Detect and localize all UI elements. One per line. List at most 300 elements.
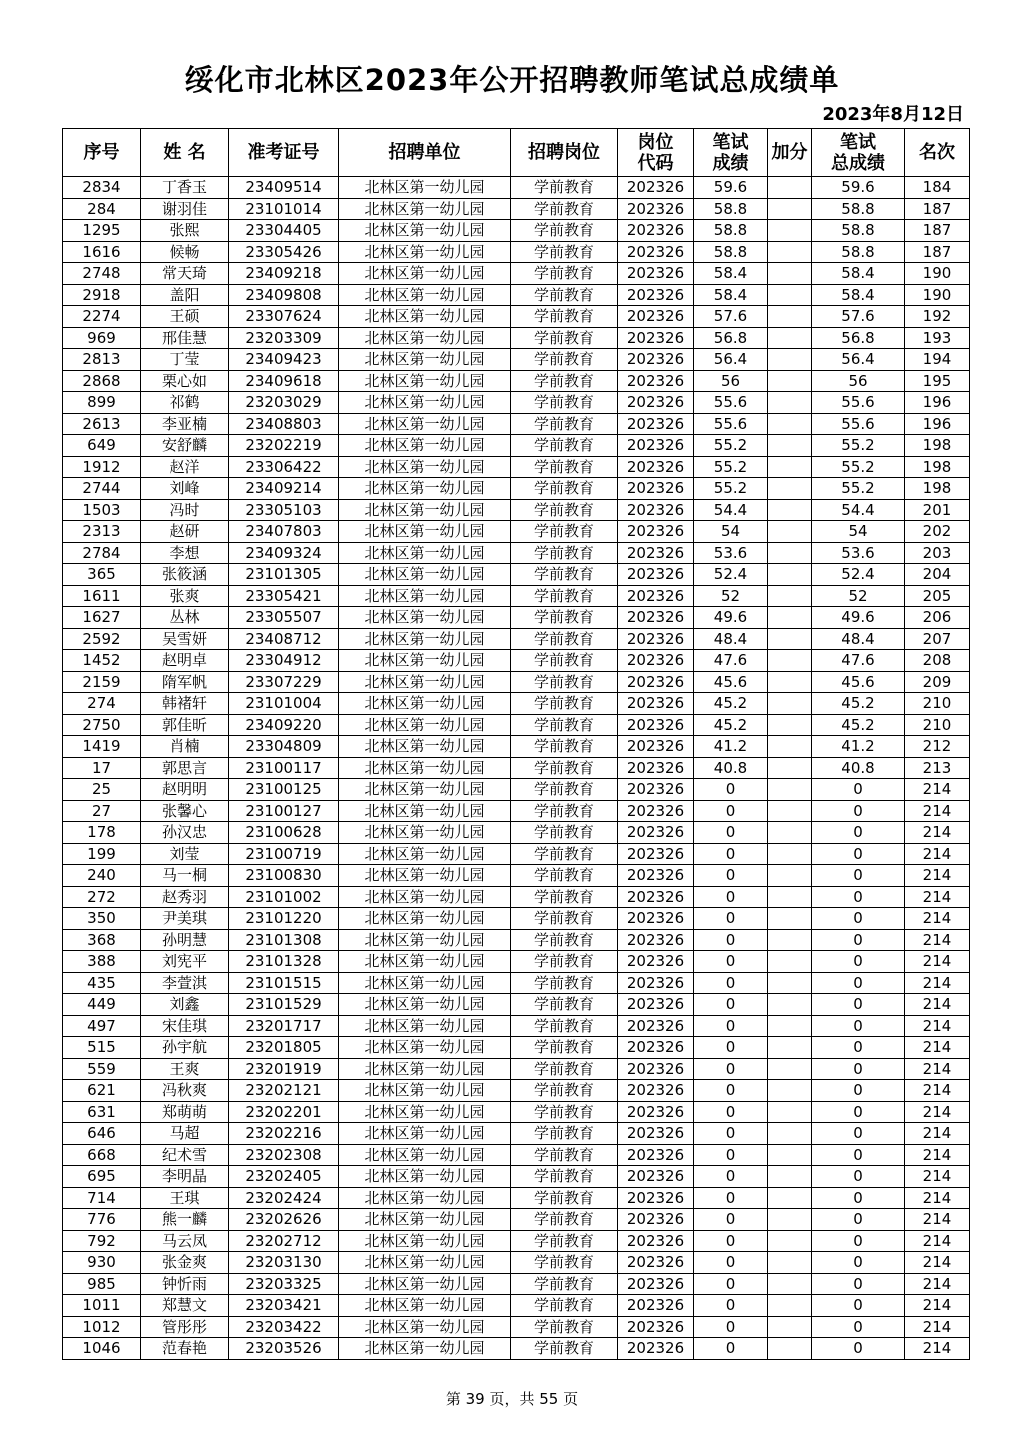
cell-exam-no: 23101305 [229,564,339,586]
cell-seq: 365 [63,564,141,586]
cell-unit: 北林区第一幼儿园 [339,263,511,285]
table-row [63,800,970,822]
cell-rank: 187 [905,198,970,220]
cell-name: 肖楠 [141,736,229,758]
cell-bonus [768,671,812,693]
cell-bonus [768,779,812,801]
cell-total: 41.2 [812,736,905,758]
table-row [63,1338,970,1360]
cell-name: 张爽 [141,585,229,607]
cell-seq: 274 [63,693,141,715]
cell-exam-no: 23202308 [229,1144,339,1166]
cell-post: 学前教育 [511,456,618,478]
cell-written: 52.4 [694,564,768,586]
cell-post-code: 202326 [618,306,694,328]
cell-post: 学前教育 [511,800,618,822]
cell-seq: 1012 [63,1316,141,1338]
cell-total: 58.8 [812,241,905,263]
cell-unit: 北林区第一幼儿园 [339,499,511,521]
cell-bonus [768,349,812,371]
cell-bonus [768,951,812,973]
cell-post-code: 202326 [618,1037,694,1059]
cell-exam-no: 23201805 [229,1037,339,1059]
cell-name: 宋佳琪 [141,1015,229,1037]
cell-post-code: 202326 [618,607,694,629]
cell-rank: 214 [905,779,970,801]
cell-exam-no: 23100125 [229,779,339,801]
cell-post-code: 202326 [618,1230,694,1252]
cell-name: 范春艳 [141,1338,229,1360]
cell-post-code: 202326 [618,757,694,779]
cell-bonus [768,1273,812,1295]
cell-post: 学前教育 [511,1101,618,1123]
cell-total: 56.4 [812,349,905,371]
cell-written: 58.8 [694,198,768,220]
cell-rank: 213 [905,757,970,779]
cell-unit: 北林区第一幼儿园 [339,994,511,1016]
cell-bonus [768,908,812,930]
table-row [63,521,970,543]
table-row [63,1080,970,1102]
cell-seq: 17 [63,757,141,779]
cell-bonus [768,1316,812,1338]
cell-bonus [768,542,812,564]
cell-post: 学前教育 [511,1166,618,1188]
cell-post: 学前教育 [511,1295,618,1317]
cell-post: 学前教育 [511,650,618,672]
cell-post: 学前教育 [511,499,618,521]
cell-rank: 214 [905,1187,970,1209]
cell-exam-no: 23202121 [229,1080,339,1102]
cell-rank: 214 [905,1209,970,1231]
cell-name: 纪术雪 [141,1144,229,1166]
cell-seq: 1616 [63,241,141,263]
cell-post-code: 202326 [618,1058,694,1080]
cell-seq: 1611 [63,585,141,607]
cell-bonus [768,564,812,586]
cell-total: 0 [812,951,905,973]
cell-name: 刘宪平 [141,951,229,973]
cell-name: 李明晶 [141,1166,229,1188]
cell-rank: 214 [905,1101,970,1123]
table-row [63,1101,970,1123]
cell-rank: 214 [905,1338,970,1360]
cell-name: 赵研 [141,521,229,543]
cell-post-code: 202326 [618,1080,694,1102]
cell-written: 58.4 [694,284,768,306]
table-row [63,1230,970,1252]
cell-total: 0 [812,972,905,994]
cell-exam-no: 23100127 [229,800,339,822]
cell-post: 学前教育 [511,542,618,564]
cell-post: 学前教育 [511,1123,618,1145]
cell-total: 0 [812,800,905,822]
cell-name: 王琪 [141,1187,229,1209]
cell-rank: 214 [905,994,970,1016]
cell-written: 0 [694,972,768,994]
cell-unit: 北林区第一幼儿园 [339,886,511,908]
cell-post-code: 202326 [618,929,694,951]
cell-post: 学前教育 [511,392,618,414]
table-header-row [63,129,970,177]
cell-written: 55.2 [694,478,768,500]
cell-exam-no: 23407803 [229,521,339,543]
cell-rank: 214 [905,886,970,908]
cell-exam-no: 23101308 [229,929,339,951]
cell-bonus [768,865,812,887]
cell-total: 58.4 [812,263,905,285]
cell-name: 钟忻雨 [141,1273,229,1295]
cell-post-code: 202326 [618,1273,694,1295]
cell-bonus [768,822,812,844]
cell-rank: 214 [905,908,970,930]
table-row [63,327,970,349]
cell-exam-no: 23101515 [229,972,339,994]
cell-total: 0 [812,1295,905,1317]
cell-unit: 北林区第一幼儿园 [339,650,511,672]
cell-written: 0 [694,1209,768,1231]
cell-unit: 北林区第一幼儿园 [339,564,511,586]
cell-name: 谢羽佳 [141,198,229,220]
cell-total: 55.2 [812,456,905,478]
cell-unit: 北林区第一幼儿园 [339,327,511,349]
cell-name: 张筱涵 [141,564,229,586]
cell-unit: 北林区第一幼儿园 [339,1338,511,1360]
table-row [63,1316,970,1338]
cell-written: 56.4 [694,349,768,371]
cell-seq: 621 [63,1080,141,1102]
cell-unit: 北林区第一幼儿园 [339,521,511,543]
cell-total: 0 [812,1015,905,1037]
cell-total: 0 [812,1316,905,1338]
cell-post: 学前教育 [511,220,618,242]
cell-total: 0 [812,1187,905,1209]
cell-rank: 214 [905,1144,970,1166]
table-row [63,1209,970,1231]
cell-post: 学前教育 [511,1316,618,1338]
cell-bonus [768,435,812,457]
cell-total: 0 [812,908,905,930]
cell-unit: 北林区第一幼儿园 [339,693,511,715]
cell-name: 李萱淇 [141,972,229,994]
cell-bonus [768,972,812,994]
cell-written: 0 [694,779,768,801]
table-row [63,994,970,1016]
cell-exam-no: 23202219 [229,435,339,457]
table-row [63,693,970,715]
cell-unit: 北林区第一幼儿园 [339,671,511,693]
table-row [63,413,970,435]
table-row [63,671,970,693]
cell-total: 0 [812,1037,905,1059]
cell-written: 57.6 [694,306,768,328]
cell-total: 0 [812,1123,905,1145]
cell-post-code: 202326 [618,585,694,607]
cell-post: 学前教育 [511,994,618,1016]
cell-written: 0 [694,800,768,822]
cell-seq: 2918 [63,284,141,306]
cell-exam-no: 23202424 [229,1187,339,1209]
cell-name: 冯时 [141,499,229,521]
cell-rank: 214 [905,1166,970,1188]
cell-name: 马超 [141,1123,229,1145]
cell-bonus [768,994,812,1016]
cell-written: 54.4 [694,499,768,521]
cell-bonus [768,1338,812,1360]
col-written: 笔试 成绩 [694,129,768,177]
cell-written: 40.8 [694,757,768,779]
table-row [63,1187,970,1209]
cell-exam-no: 23100117 [229,757,339,779]
cell-post-code: 202326 [618,994,694,1016]
cell-total: 40.8 [812,757,905,779]
cell-seq: 2613 [63,413,141,435]
cell-written: 58.8 [694,220,768,242]
cell-written: 52 [694,585,768,607]
cell-unit: 北林区第一幼儿园 [339,478,511,500]
table-row [63,1295,970,1317]
cell-rank: 184 [905,177,970,199]
cell-unit: 北林区第一幼儿园 [339,1230,511,1252]
cell-bonus [768,306,812,328]
cell-seq: 930 [63,1252,141,1274]
cell-rank: 210 [905,693,970,715]
cell-total: 47.6 [812,650,905,672]
cell-bonus [768,263,812,285]
cell-seq: 776 [63,1209,141,1231]
cell-post-code: 202326 [618,800,694,822]
table-row [63,929,970,951]
cell-seq: 199 [63,843,141,865]
cell-post: 学前教育 [511,564,618,586]
cell-exam-no: 23203325 [229,1273,339,1295]
cell-post: 学前教育 [511,929,618,951]
cell-post: 学前教育 [511,521,618,543]
cell-unit: 北林区第一幼儿园 [339,435,511,457]
cell-rank: 190 [905,263,970,285]
cell-name: 冯秋爽 [141,1080,229,1102]
cell-name: 丛林 [141,607,229,629]
cell-unit: 北林区第一幼儿园 [339,1252,511,1274]
cell-total: 59.6 [812,177,905,199]
cell-unit: 北林区第一幼儿园 [339,736,511,758]
cell-rank: 202 [905,521,970,543]
cell-exam-no: 23101002 [229,886,339,908]
cell-name: 刘莹 [141,843,229,865]
cell-seq: 1295 [63,220,141,242]
cell-written: 0 [694,908,768,930]
cell-rank: 214 [905,800,970,822]
cell-bonus [768,241,812,263]
cell-written: 47.6 [694,650,768,672]
cell-bonus [768,1252,812,1274]
cell-exam-no: 23100628 [229,822,339,844]
cell-bonus [768,1166,812,1188]
cell-rank: 192 [905,306,970,328]
cell-written: 0 [694,886,768,908]
cell-name: 孙明慧 [141,929,229,951]
cell-seq: 515 [63,1037,141,1059]
cell-total: 55.6 [812,413,905,435]
cell-rank: 187 [905,241,970,263]
cell-name: 祁鹤 [141,392,229,414]
cell-written: 0 [694,1166,768,1188]
cell-written: 48.4 [694,628,768,650]
cell-post: 学前教育 [511,607,618,629]
cell-name: 赵秀羽 [141,886,229,908]
cell-seq: 368 [63,929,141,951]
cell-written: 0 [694,1015,768,1037]
cell-post: 学前教育 [511,1338,618,1360]
cell-bonus [768,370,812,392]
cell-seq: 2868 [63,370,141,392]
cell-post-code: 202326 [618,843,694,865]
cell-written: 0 [694,1295,768,1317]
cell-post: 学前教育 [511,628,618,650]
cell-written: 54 [694,521,768,543]
cell-rank: 205 [905,585,970,607]
cell-seq: 272 [63,886,141,908]
cell-post: 学前教育 [511,843,618,865]
cell-total: 53.6 [812,542,905,564]
cell-rank: 190 [905,284,970,306]
cell-name: 郑萌萌 [141,1101,229,1123]
cell-written: 58.8 [694,241,768,263]
cell-unit: 北林区第一幼儿园 [339,1187,511,1209]
cell-unit: 北林区第一幼儿园 [339,628,511,650]
cell-post: 学前教育 [511,908,618,930]
col-seq: 序号 [63,129,141,177]
cell-post: 学前教育 [511,865,618,887]
cell-seq: 2834 [63,177,141,199]
cell-post: 学前教育 [511,327,618,349]
cell-rank: 214 [905,1015,970,1037]
cell-seq: 985 [63,1273,141,1295]
cell-seq: 969 [63,327,141,349]
cell-name: 王硕 [141,306,229,328]
cell-exam-no: 23305426 [229,241,339,263]
cell-total: 58.8 [812,198,905,220]
cell-bonus [768,521,812,543]
cell-unit: 北林区第一幼儿园 [339,585,511,607]
cell-unit: 北林区第一幼儿园 [339,972,511,994]
page-footer: 第 39 页，共 55 页 [445,1390,579,1408]
cell-written: 45.6 [694,671,768,693]
cell-name: 栗心如 [141,370,229,392]
cell-post: 学前教育 [511,1230,618,1252]
cell-name: 孙宇航 [141,1037,229,1059]
cell-post-code: 202326 [618,1316,694,1338]
cell-unit: 北林区第一幼儿园 [339,1209,511,1231]
cell-written: 53.6 [694,542,768,564]
cell-written: 0 [694,1123,768,1145]
cell-written: 0 [694,929,768,951]
cell-seq: 2813 [63,349,141,371]
cell-unit: 北林区第一幼儿园 [339,1295,511,1317]
cell-unit: 北林区第一幼儿园 [339,177,511,199]
cell-rank: 214 [905,1230,970,1252]
cell-rank: 214 [905,1295,970,1317]
cell-total: 54.4 [812,499,905,521]
cell-unit: 北林区第一幼儿园 [339,241,511,263]
cell-exam-no: 23201717 [229,1015,339,1037]
cell-post: 学前教育 [511,177,618,199]
cell-rank: 210 [905,714,970,736]
cell-post-code: 202326 [618,714,694,736]
cell-bonus [768,1209,812,1231]
cell-seq: 631 [63,1101,141,1123]
cell-unit: 北林区第一幼儿园 [339,779,511,801]
cell-exam-no: 23409218 [229,263,339,285]
cell-exam-no: 23304912 [229,650,339,672]
cell-unit: 北林区第一幼儿园 [339,757,511,779]
cell-exam-no: 23101014 [229,198,339,220]
cell-name: 孙汉忠 [141,822,229,844]
cell-total: 0 [812,886,905,908]
cell-seq: 2159 [63,671,141,693]
cell-exam-no: 23409514 [229,177,339,199]
cell-post: 学前教育 [511,1209,618,1231]
cell-seq: 1503 [63,499,141,521]
cell-exam-no: 23409214 [229,478,339,500]
table-row [63,478,970,500]
cell-bonus [768,177,812,199]
cell-total: 57.6 [812,306,905,328]
cell-total: 58.4 [812,284,905,306]
cell-post-code: 202326 [618,736,694,758]
cell-bonus [768,714,812,736]
cell-name: 张馨心 [141,800,229,822]
cell-rank: 195 [905,370,970,392]
cell-bonus [768,1295,812,1317]
cell-seq: 435 [63,972,141,994]
cell-rank: 196 [905,392,970,414]
cell-written: 55.6 [694,413,768,435]
cell-post-code: 202326 [618,370,694,392]
table-row [63,177,970,199]
cell-name: 郭思言 [141,757,229,779]
cell-written: 0 [694,994,768,1016]
cell-post-code: 202326 [618,1144,694,1166]
cell-bonus [768,284,812,306]
cell-unit: 北林区第一幼儿园 [339,1316,511,1338]
cell-post: 学前教育 [511,435,618,457]
cell-written: 0 [694,1316,768,1338]
table-row [63,263,970,285]
cell-exam-no: 23203422 [229,1316,339,1338]
cell-bonus [768,585,812,607]
col-bonus: 加分 [768,129,812,177]
cell-exam-no: 23202201 [229,1101,339,1123]
cell-exam-no: 23202216 [229,1123,339,1145]
cell-name: 盖阳 [141,284,229,306]
cell-post-code: 202326 [618,972,694,994]
col-post-code: 岗位 代码 [618,129,694,177]
table-row [63,284,970,306]
cell-post-code: 202326 [618,392,694,414]
cell-exam-no: 23409423 [229,349,339,371]
table-row [63,1037,970,1059]
cell-exam-no: 23203526 [229,1338,339,1360]
cell-total: 56.8 [812,327,905,349]
cell-seq: 649 [63,435,141,457]
cell-rank: 214 [905,1252,970,1274]
cell-rank: 214 [905,929,970,951]
cell-bonus [768,1101,812,1123]
table-row [63,757,970,779]
cell-bonus [768,413,812,435]
cell-rank: 214 [905,843,970,865]
